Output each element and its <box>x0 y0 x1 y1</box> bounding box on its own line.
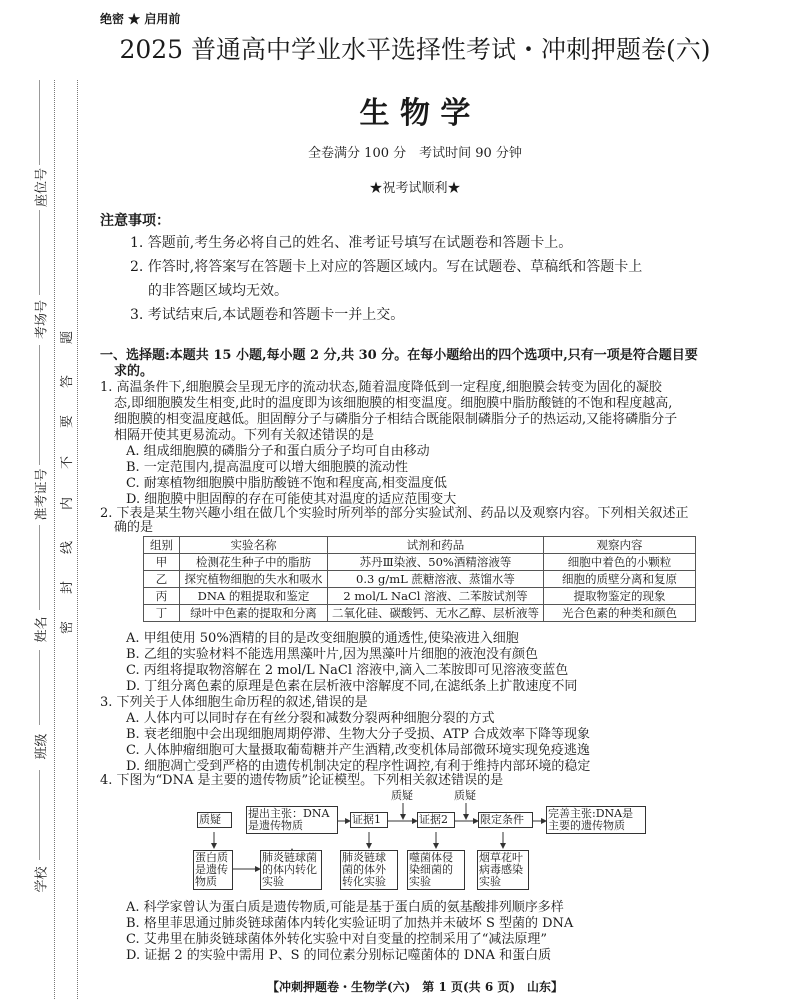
table-cell: 细胞中着色的小颗粒 <box>544 554 696 571</box>
question-stem: 细胞膜的相变温度越低。胆固醇分子与磷脂分子相结合既能限制磷脂分子的热运动,又能将磷脂分子 <box>114 412 678 427</box>
seal-char: 答 <box>60 374 76 389</box>
table-cell: 检测花生种子中的脂肪 <box>180 554 328 571</box>
seal-char: 不 <box>60 455 76 470</box>
exam-info: 全卷满分 100 分 考试时间 90 分钟 <box>308 146 522 161</box>
admission-number-label: 准考证号 <box>34 468 50 521</box>
section-heading-cont: 求的。 <box>114 364 154 379</box>
question-stem: 4. 下图为“DNA 是主要的遗传物质”论证模型。下列相关叙述错误的是 <box>100 773 504 788</box>
table-cell: DNA 的粗提取和鉴定 <box>180 588 328 605</box>
question-stem: 确的是 <box>114 520 154 535</box>
option-c: C. 人体肿瘤细胞可大量摄取葡萄糖并产生酒精,改变机体局部微环境实现免疫逃逸 <box>126 743 590 758</box>
table-header: 实验名称 <box>180 537 328 554</box>
question-stem: 2. 下表是某生物兴趣小组在做几个实验时所列举的部分实验试剂、药品以及观察内容。下列相关叙述正 <box>100 506 689 521</box>
option-d: D. 细胞凋亡受到严格的由遗传机制决定的程序性调控,有利于维持内部环境的稳定 <box>126 759 591 774</box>
evidence-2-box: 证据2 <box>417 812 455 828</box>
notice-item: 2. 作答时,将答案写在答题卡上对应的答题区域内。写在试题卷、草稿纸和答题卡上 <box>130 259 643 275</box>
table-cell: 细胞的质壁分离和复原 <box>544 571 696 588</box>
table-cell: 苏丹Ⅲ染液、50%酒精溶液等 <box>328 554 544 571</box>
option-b: B. 格里菲思通过肺炎链球菌体内转化实验证明了加热并未破坏 S 型菌的 DNA <box>126 916 574 931</box>
tmv-box: 烟草花叶病毒感染实验 <box>477 850 529 890</box>
seal-char: 封 <box>60 580 76 595</box>
option-a: A. 科学家曾认为蛋白质是遗传物质,可能是基于蛋白质的氨基酸排列顺序多样 <box>126 900 564 915</box>
table-cell: 二氧化硅、碳酸钙、无水乙醇、层析液等 <box>328 605 544 622</box>
class-label: 班级 <box>34 733 50 760</box>
notice-title: 注意事项： <box>100 213 170 229</box>
seal-char: 内 <box>60 496 76 511</box>
table-cell: 探究植物细胞的失水和吸水 <box>180 571 328 588</box>
question-stem: 3. 下列关于人体细胞生命历程的叙述,错误的是 <box>100 695 368 710</box>
protein-box: 蛋白质是遗传物质 <box>193 850 233 890</box>
question-stem: 态,即细胞膜发生相变,此时的温度即为该细胞膜的相变温度。细胞膜中脂肪酸链的不饱和程度越高, <box>114 396 673 411</box>
table-cell: 光合色素的种类和颜色 <box>544 605 696 622</box>
seal-char: 题 <box>60 330 76 345</box>
in-vitro-box: 肺炎链球菌的体外转化实验 <box>340 850 398 890</box>
page-footer: 【冲刺押题卷・生物学(六) 第 1 页(共 6 页) 山东】 <box>266 980 564 994</box>
wish-text: ★祝考试顺利★ <box>369 181 461 196</box>
question-stem: 相隔开使其更易流动。下列有关叙述错误的是 <box>114 428 375 443</box>
table-cell: 丙 <box>144 588 180 605</box>
option-d: D. 证据 2 的实验中需用 P、S 的同位素分别标记噬菌体的 DNA 和蛋白质 <box>126 948 552 963</box>
notice-item: 1. 答题前,考生务必将自己的姓名、准考证号填写在试题卷和答题卡上。 <box>130 235 573 251</box>
name-label: 姓名 <box>34 616 50 643</box>
final-claim-box: 完善主张:DNA是主要的遗传物质 <box>546 806 646 834</box>
table-cell: 0.3 g/mL 蔗糖溶液、蒸馏水等 <box>328 571 544 588</box>
option-b: B. 衰老细胞中会出现细胞周期停滞、生物大分子受损、ATP 合成效率下降等现象 <box>126 727 591 742</box>
phage-box: 噬菌体侵染细菌的实验 <box>407 850 465 890</box>
doubt-label: 质疑 <box>391 789 413 802</box>
table-cell: 2 mol/L NaCl 溶液、二苯胺试剂等 <box>328 588 544 605</box>
option-a: A. 组成细胞膜的磷脂分子和蛋白质分子均可自由移动 <box>126 444 430 459</box>
option-b: B. 一定范围内,提高温度可以增大细胞膜的流动性 <box>126 460 408 475</box>
notice-item: 3. 考试结束后,本试题卷和答题卡一并上交。 <box>130 307 405 323</box>
option-d: D. 细胞膜中胆固醇的存在可能使其对温度的适应范围变大 <box>126 492 457 507</box>
option-c: C. 丙组将提取物溶解在 2 mol/L NaCl 溶液中,滴入二苯胺即可见溶液变蓝色 <box>126 663 569 678</box>
question-stem: 1. 高温条件下,细胞膜会呈现无序的流动状态,随着温度降低到一定程度,细胞膜会转变为固化的凝胶 <box>100 380 662 395</box>
option-d: D. 丁组分离色素的原理是色素在层析液中溶解度不同,在滤纸条上扩散速度不同 <box>126 679 578 694</box>
option-a: A. 人体内可以同时存在有丝分裂和减数分裂两种细胞分裂的方式 <box>126 711 495 726</box>
option-a: A. 甲组使用 50%酒精的目的是改变细胞膜的通透性,使染液进入细胞 <box>126 631 519 646</box>
seat-number-label: 座位号 <box>34 168 50 208</box>
notice-item: 的非答题区域均无效。 <box>148 283 288 299</box>
table-header: 观察内容 <box>544 537 696 554</box>
evidence-1-box: 证据1 <box>350 812 388 828</box>
school-label: 学校 <box>34 866 50 893</box>
table-cell: 提取物鉴定的现象 <box>544 588 696 605</box>
option-c: C. 艾弗里在肺炎链球菌体外转化实验中对自变量的控制采用了“减法原理” <box>126 932 548 947</box>
section-heading: 一、选择题:本题共 15 小题,每小题 2 分,共 30 分。在每小题给出的四个选项中,只有一项是符合题目要 <box>100 348 698 363</box>
exam-room-label: 考场号 <box>34 300 50 340</box>
subject-title: 生 物 学 <box>359 96 471 131</box>
table-header: 组别 <box>144 537 180 554</box>
table-cell: 乙 <box>144 571 180 588</box>
condition-box: 限定条件 <box>478 812 533 828</box>
seal-char: 线 <box>60 540 76 555</box>
table-cell: 甲 <box>144 554 180 571</box>
seal-char: 要 <box>60 414 76 429</box>
claim-box: 提出主张：DNA是遗传物质 <box>246 806 338 834</box>
page-title: 2025 普通高中学业水平选择性考试・冲刺押题卷(六) <box>119 35 711 64</box>
confidential-mark: 绝密 ★ 启用前 <box>100 12 181 26</box>
table-cell: 绿叶中色素的提取和分离 <box>180 605 328 622</box>
doubt-box: 质疑 <box>197 812 232 828</box>
table-header: 试剂和药品 <box>328 537 544 554</box>
option-b: B. 乙组的实验材料不能选用黑藻叶片,因为黑藻叶片细胞的液泡没有颜色 <box>126 647 538 662</box>
option-c: C. 耐寒植物细胞膜中脂肪酸链不饱和程度高,相变温度低 <box>126 476 447 491</box>
table-cell: 丁 <box>144 605 180 622</box>
in-vivo-box: 肺炎链球菌的体内转化实验 <box>260 850 322 890</box>
seal-char: 密 <box>60 620 76 635</box>
doubt-label: 质疑 <box>454 789 476 802</box>
